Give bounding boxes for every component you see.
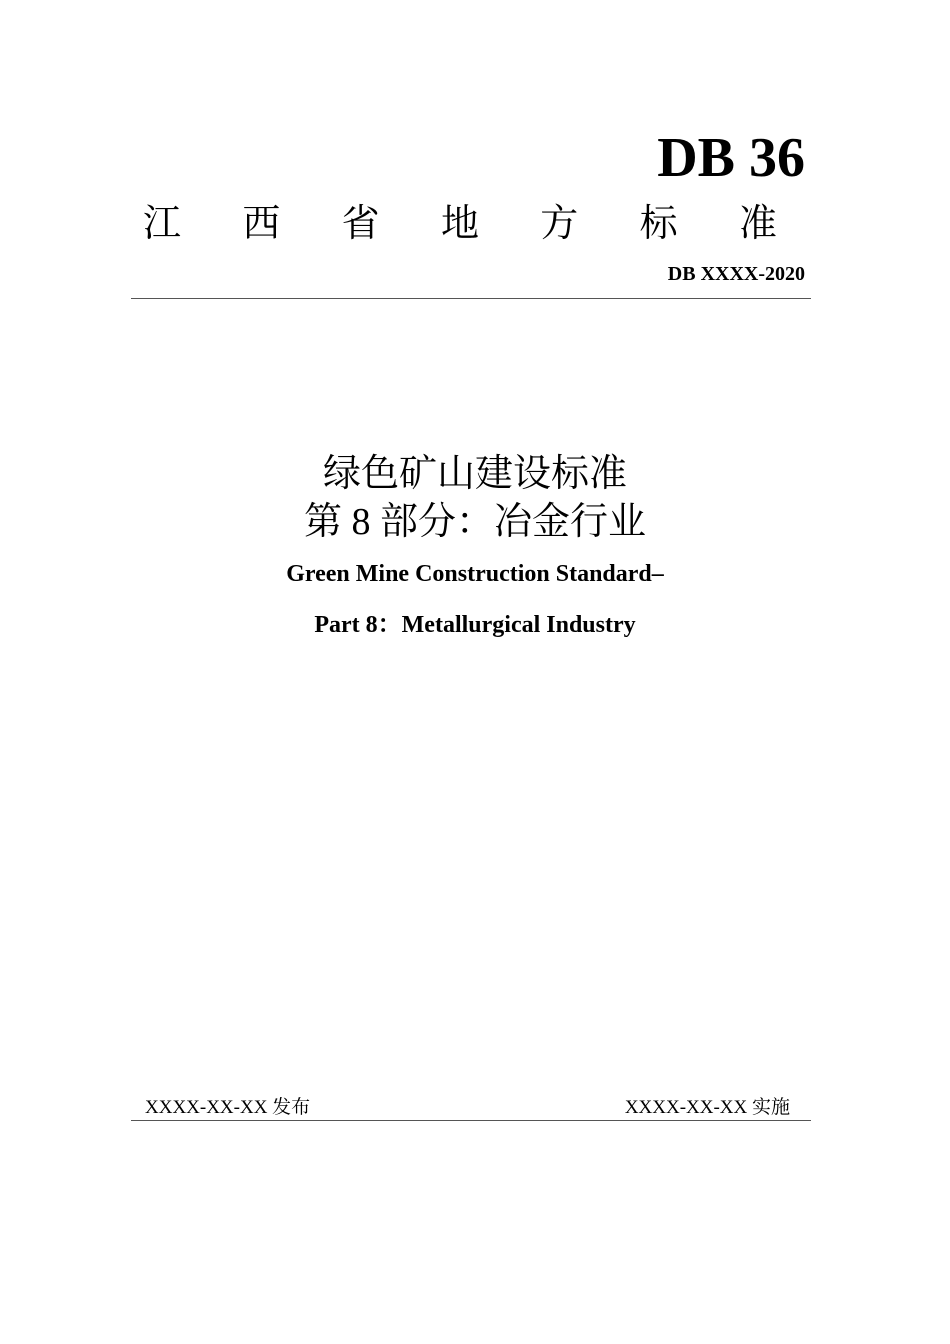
standard-type-char: 方 — [540, 203, 579, 245]
standard-code: DB 36 — [657, 127, 805, 189]
title-chinese-main: 绿色矿山建设标准 — [322, 453, 627, 495]
title-english-part: Part 8：Metallurgical Industry — [314, 612, 636, 638]
footer-divider — [131, 1120, 811, 1121]
title-english-main: Green Mine Construction Standard– — [286, 561, 664, 587]
issue-date: XXXX-XX-XX 发布 — [145, 1097, 311, 1118]
standard-type-char: 标 — [639, 203, 678, 245]
standard-type-char: 准 — [738, 203, 777, 245]
standard-number: DB XXXX-2020 — [667, 263, 805, 285]
header-divider — [131, 298, 811, 299]
standard-type-char: 地 — [440, 203, 479, 245]
standard-type-char: 西 — [242, 203, 281, 245]
implementation-date: XXXX-XX-XX 实施 — [624, 1097, 790, 1118]
standard-type-char: 省 — [341, 203, 380, 245]
standard-type-title — [140, 205, 780, 243]
title-chinese-part: 第 8 部分：冶金行业 — [303, 501, 646, 543]
standard-type-char: 江 — [142, 203, 181, 245]
